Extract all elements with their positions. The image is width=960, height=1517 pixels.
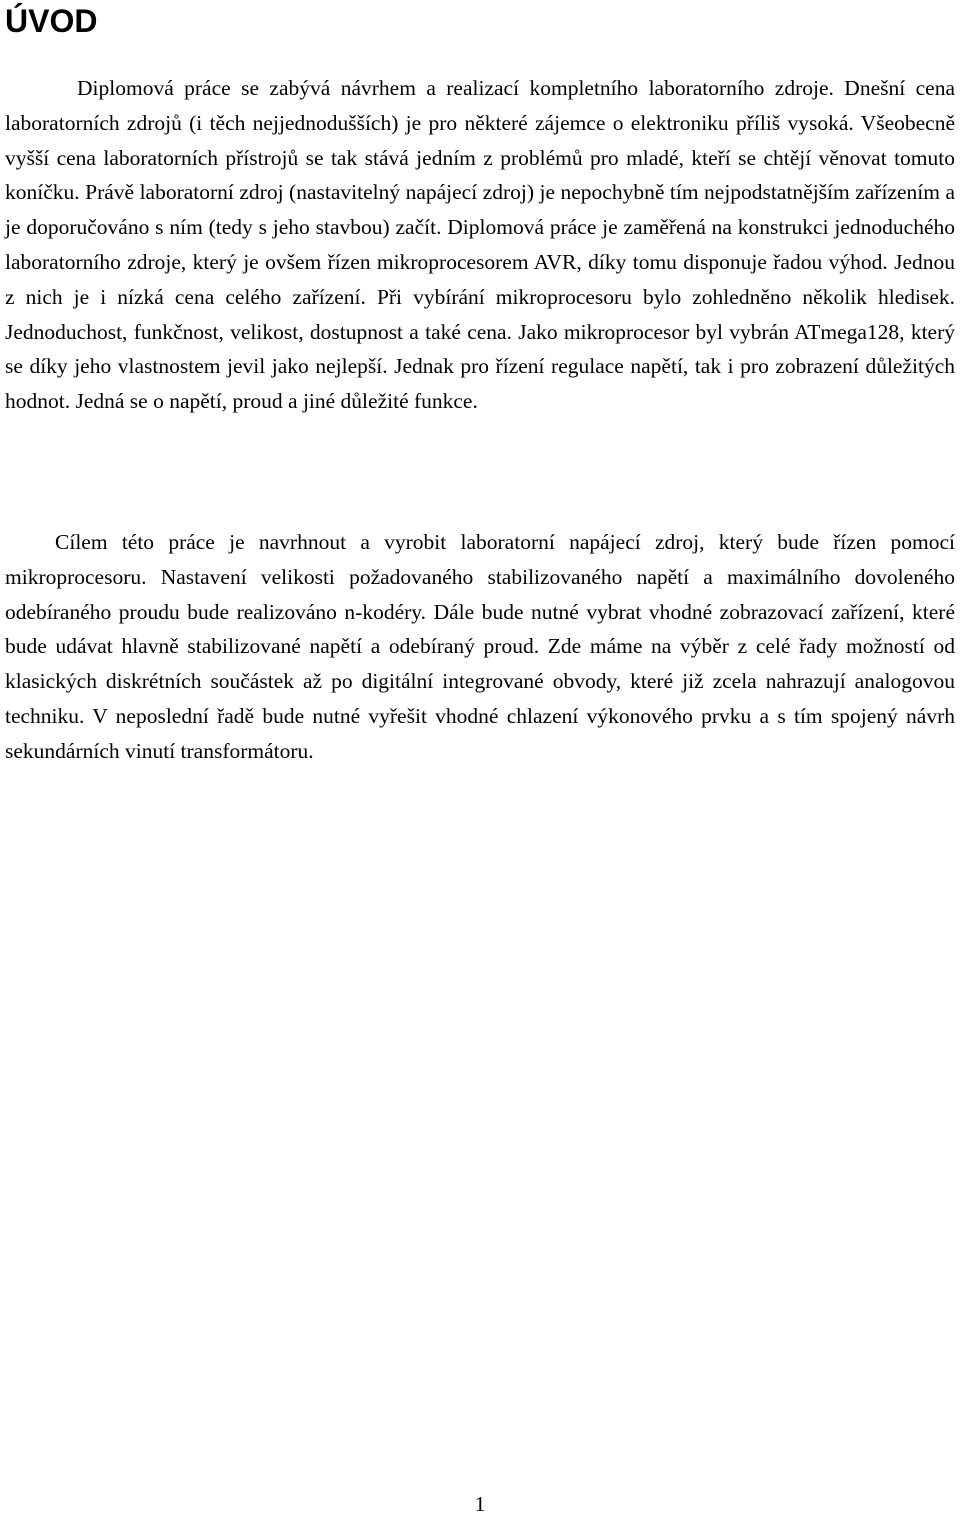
body-paragraph-1: Diplomová práce se zabývá návrhem a realizací kompletního laboratorního zdroje. Dnešní cena laboratorních zdrojů (i těch nejjednodušších) je pro některé zájemce o elektroniku příliš vysoká. Všeobecně vyšší cena laboratorních přístrojů se tak stává jedním z problémů pro mladé, kteří se chtějí věnovat tomuto koníčku. Právě laboratorní zdroj (nastavitelný napájecí zdroj) je nepochybně tím nejpodstatnějším zařízením a je doporučováno s ním (tedy s jeho stavbou) začít. Diplomová práce je zaměřená na konstrukci jednoduchého laboratorního zdroje, který je ovšem řízen mikroprocesorem AVR, díky tomu disponuje řadou výhod. Jednou z nich je i nízká cena celého zařízení. Při vybírání mikroprocesoru bylo zohledněno několik hledisek. Jednoduchost, funkčnost, velikost, dostupnost a také cena. Jako mikroprocesor byl vybrán ATmega128, který se díky jeho vlastnostem jevil jako nejlepší. Jednak pro řízení regulace napětí, tak i pro zobrazení důležitých hodnot. Jedná se o napětí, proud a jiné důležité funkce. (5, 76, 955, 414)
section-heading: ÚVOD (5, 3, 98, 39)
page-number: 1 (474, 1492, 486, 1516)
body-paragraph-2: Cílem této práce je navrhnout a vyrobit laboratorní napájecí zdroj, který bude řízen pomocí mikroprocesoru. Nastavení velikosti požadovaného stabilizovaného napětí a maximálního dovoleného odebíraného proudu bude realizováno n-kodéry. Dále bude nutné vybrat vhodné zobrazovací zařízení, které bude udávat hlavně stabilizované napětí a odebíraný proud. Zde máme na výběr z celé řady možností od klasických diskrétních součástek až po digitální integrované obvody, které již zcela nahrazují analogovou techniku. V neposlední řadě bude nutné vyřešit vhodné chlazení výkonového prvku a s tím spojený návrh sekundárních vinutí transformátoru. (5, 530, 955, 763)
